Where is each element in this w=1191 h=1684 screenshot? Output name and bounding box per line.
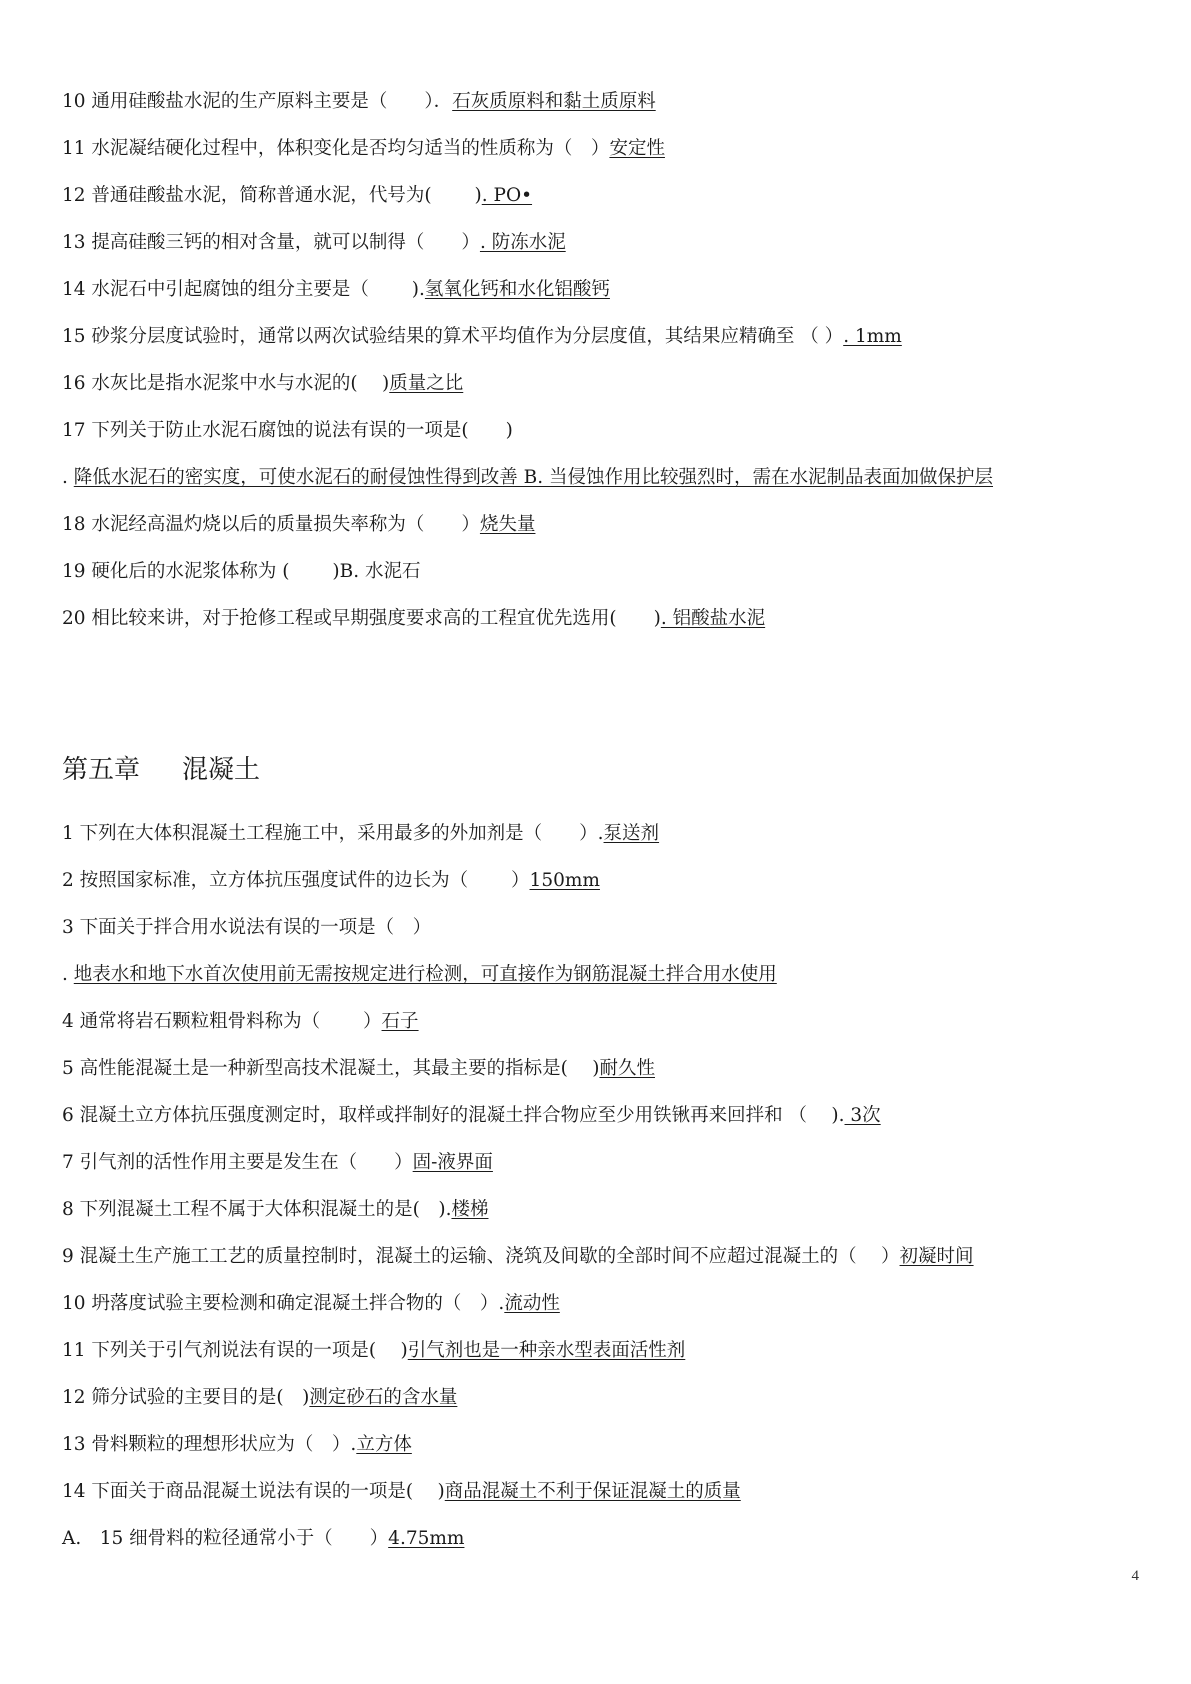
answer-text: 安定性 <box>609 138 665 159</box>
question-item <box>62 1374 1142 1421</box>
question-item <box>62 1139 1142 1186</box>
question-item <box>62 810 1142 857</box>
answer-text: 质量之比 <box>389 373 464 394</box>
answer-text: 地表水和地下水首次使用前无需按规定进行检测，可直接作为钢筋混凝土拌合用水使用 <box>73 964 777 985</box>
chapter-number: 第五章 <box>62 755 141 785</box>
chapter-title <box>62 750 260 790</box>
question-item <box>62 1092 1142 1139</box>
question-text: 4 通常将岩石颗粒粗骨料称为（ ） <box>62 1011 382 1032</box>
question-item <box>62 219 1142 266</box>
question-text: 2 按照国家标准，立方体抗压强度试件的边长为（ ） <box>62 870 530 891</box>
answer-text: . 1mm <box>843 326 902 347</box>
question-item <box>62 1186 1142 1233</box>
answer-text: 降低水泥石的密实度，可使水泥石的耐侵蚀性得到改善 B. 当侵蚀作用比较强烈时，需在水泥制品表面加做保护层 <box>73 467 994 488</box>
question-text: 13 提高硅酸三钙的相对含量，就可以制得（ ） <box>62 232 480 253</box>
question-text: 11 水泥凝结硬化过程中，体积变化是否均匀适当的性质称为（ ） <box>62 138 610 159</box>
question-item <box>62 1233 1142 1280</box>
question-text: 10 通用硅酸盐水泥的生产原料主要是（ ）． <box>62 91 453 112</box>
question-text: . <box>62 467 74 488</box>
question-item <box>62 172 1142 219</box>
answer-text: 流动性 <box>504 1293 560 1314</box>
question-item <box>62 1045 1142 1092</box>
question-text: 14 水泥石中引起腐蚀的组分主要是（ ). <box>62 279 425 300</box>
answer-text: . PO• <box>481 185 533 206</box>
page-number: 4 <box>1131 1568 1139 1584</box>
question-item <box>62 904 1142 951</box>
question-item <box>62 1421 1142 1468</box>
question-text: 17 下列关于防止水泥石腐蚀的说法有误的一项是( ) <box>62 420 513 441</box>
question-text: 11 下列关于引气剂说法有误的一项是( ) <box>62 1340 408 1361</box>
answer-text: 氢氧化钙和水化铝酸钙 <box>424 279 610 300</box>
answer-text: . 铝酸盐水泥 <box>660 608 766 629</box>
question-text: 10 坍落度试验主要检测和确定混凝土拌合物的（ ）. <box>62 1293 505 1314</box>
question-item <box>62 501 1142 548</box>
question-item <box>62 407 1142 454</box>
question-text: 19 硬化后的水泥浆体称为 ( )B. 水泥石 <box>62 561 421 582</box>
chapter-name: 混凝土 <box>182 755 261 785</box>
question-item <box>62 1327 1142 1374</box>
cement-questions-section <box>62 78 1142 642</box>
answer-text: 150mm <box>529 870 600 891</box>
question-item <box>62 857 1142 904</box>
question-text: 20 相比较来讲，对于抢修工程或早期强度要求高的工程宜优先选用( ) <box>62 608 661 629</box>
question-text: 7 引气剂的活性作用主要是发生在（ ） <box>62 1152 413 1173</box>
answer-text: 立方体 <box>356 1434 412 1455</box>
answer-text: 耐久性 <box>599 1058 655 1079</box>
answer-text: 3次 <box>844 1105 881 1126</box>
question-text: 18 水泥经高温灼烧以后的质量损失率称为（ ） <box>62 514 480 535</box>
answer-text: 商品混凝土不利于保证混凝土的质量 <box>444 1481 741 1502</box>
question-text: 5 高性能混凝土是一种新型高技术混凝土，其最主要的指标是( ) <box>62 1058 600 1079</box>
question-item <box>62 595 1142 642</box>
answer-text: 楼梯 <box>451 1199 489 1220</box>
answer-text: 石灰质原料和黏土质原料 <box>452 91 656 112</box>
question-item <box>62 1515 1142 1562</box>
question-item <box>62 78 1142 125</box>
question-text: 12 筛分试验的主要目的是( ) <box>62 1387 310 1408</box>
question-item <box>62 360 1142 407</box>
answer-text: 4.75mm <box>388 1528 465 1549</box>
question-item <box>62 1280 1142 1327</box>
question-text: 9 混凝土生产施工工艺的质量控制时，混凝土的运输、浇筑及间歇的全部时间不应超过混凝土的（ ） <box>62 1246 900 1267</box>
concrete-questions-section <box>62 810 1142 1562</box>
question-item <box>62 998 1142 1045</box>
question-item <box>62 266 1142 313</box>
question-text: A. 15 细骨料的粒径通常小于（ ） <box>62 1528 389 1549</box>
answer-text: 石子 <box>381 1011 419 1032</box>
question-text: 14 下面关于商品混凝土说法有误的一项是( ) <box>62 1481 445 1502</box>
answer-text: 固-液界面 <box>412 1152 493 1173</box>
answer-text: 泵送剂 <box>603 823 660 844</box>
answer-text: 初凝时间 <box>899 1246 974 1267</box>
question-text: 12 普通硅酸盐水泥，简称普通水泥，代号为( ) <box>62 185 482 206</box>
question-item <box>62 951 1142 998</box>
question-text: 16 水灰比是指水泥浆中水与水泥的( ) <box>62 373 390 394</box>
question-item <box>62 548 1142 595</box>
answer-text: 烧失量 <box>479 514 536 535</box>
answer-text: 引气剂也是一种亲水型表面活性剂 <box>407 1340 686 1361</box>
question-item <box>62 313 1142 360</box>
question-text: . <box>62 964 74 985</box>
question-text: 1 下列在大体积混凝土工程施工中，采用最多的外加剂是（ ）. <box>62 823 604 844</box>
question-item <box>62 125 1142 172</box>
question-text: 6 混凝土立方体抗压强度测定时，取样或拌制好的混凝土拌合物应至少用铁锹再来回拌和 （ ). <box>62 1105 845 1126</box>
question-item <box>62 1468 1142 1515</box>
question-text: 8 下列混凝土工程不属于大体积混凝土的是( ). <box>62 1199 452 1220</box>
question-text: 13 骨料颗粒的理想形状应为（ ）. <box>62 1434 357 1455</box>
question-text: 3 下面关于拌合用水说法有误的一项是（ ） <box>62 917 432 938</box>
answer-text: 测定砂石的含水量 <box>309 1387 458 1408</box>
question-item <box>62 454 1142 501</box>
answer-text: . 防冻水泥 <box>479 232 566 253</box>
question-text: 15 砂浆分层度试验时，通常以两次试验结果的算术平均值作为分层度值，其结果应精确至 （ ） <box>62 326 844 347</box>
